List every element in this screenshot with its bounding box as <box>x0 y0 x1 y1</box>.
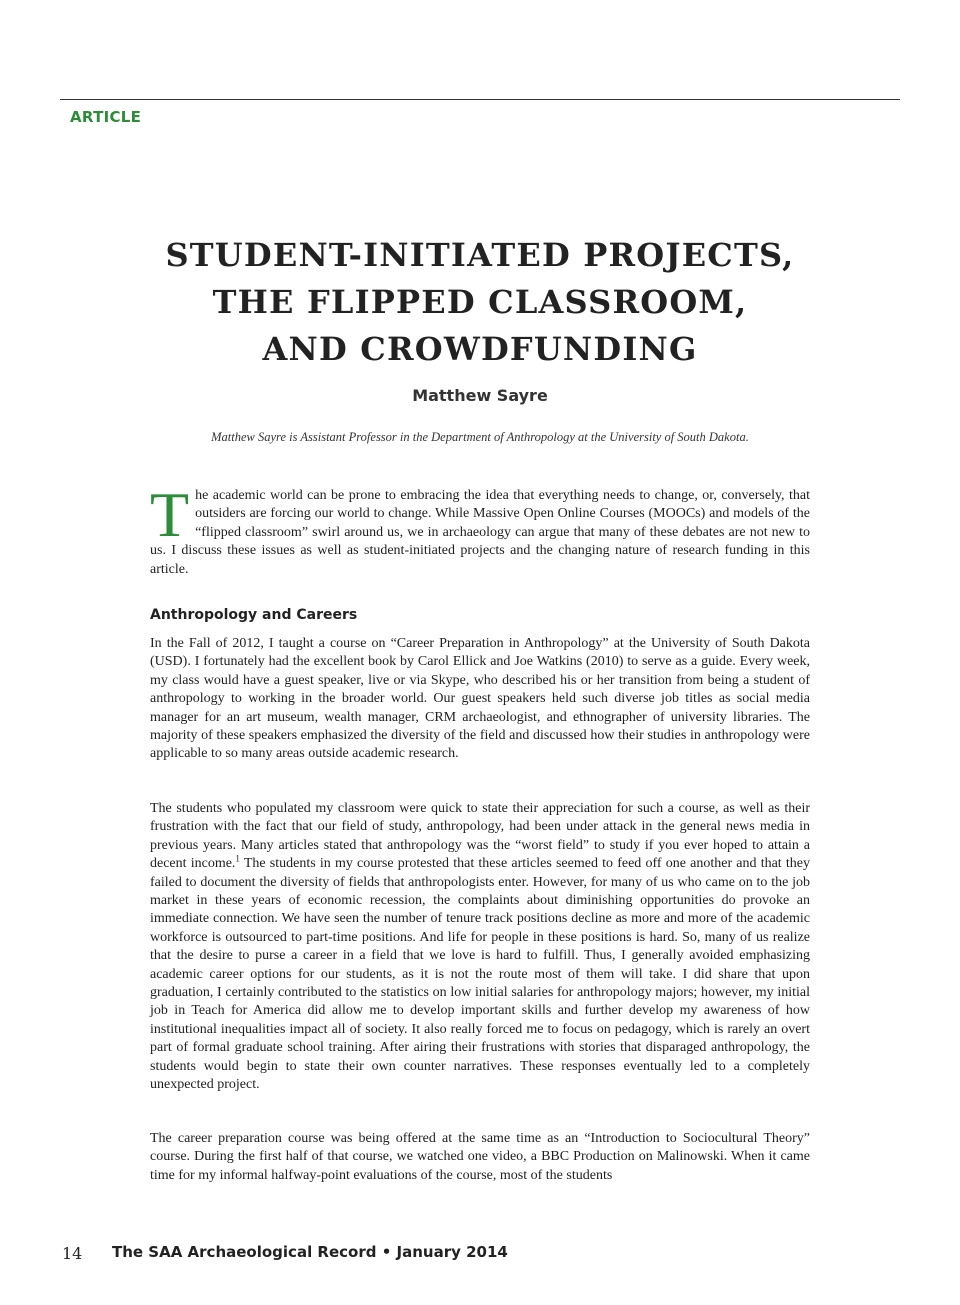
body-paragraph-1 <box>150 635 810 764</box>
section-heading: Anthropology and Careers <box>150 607 358 623</box>
body-paragraph-2 <box>150 800 810 1095</box>
intro-paragraph <box>150 479 810 579</box>
page-number: 14 <box>62 1244 83 1263</box>
author-bio: Matthew Sayre is Assistant Professor in the Department of Anthropology at the University of South Dakota. <box>211 430 749 444</box>
paragraph-text: The career preparation course was being offered at the same time as an “Introduction to Sociocultural Theory” course. During the first half of that course, we watched one video, a BBC Production on Malinowski. When it came time for my informal halfway-point evaluations of the course, most of the students <box>150 1131 810 1183</box>
paragraph-text-part: The students in my course protested that these articles seemed to feed off one another and that they failed to document the diversity of fields that anthropologists enter. However, for many of us who came on to the job market in these years of economic recession, the complaints about diminishing opportunities do provoke an immediate connection. We have seen the number of tenure track positions decline as more and more of the academic workforce is outsourced to part-time positions. And life for people in these positions is hard. So, many of us realize that the desire to purse a career in a field that we love is hard to fulfill. Thus, I generally avoided emphasizing academic career options for our students, as it is not the route most of them will take. I did share that upon graduation, I certainly contributed to the statistics on low initial salaries for anthropology majors; however, my initial job in Teach for America did allow me to develop important skills and further develop my awareness of how institutional inequalities impact all of society. It also really forced me to focus on pedagogy, which is rarely an overt part of formal graduate school training. After airing their frustrations with stories that disparaged anthropology, the students would begin to state their own counter narratives. These responses eventually led to a completely unexpected project. <box>150 856 810 1093</box>
paragraph-text: In the Fall of 2012, I taught a course on “Career Preparation in Anthropology” at the University of South Dakota (USD). I fortunately had the excellent book by Carol Ellick and Joe Watkins (2010) to serve as a guide. Every week, my class would have a guest speaker, live or via Skype, who described his or her transition from being a student of anthropology to working in the broader world. Our guest speakers held such diverse job titles as social media manager for an art museum, wealth manager, CRM archaeologist, and ethnographer of university libraries. The majority of these speakers emphasized the diversity of the field and discussed how their studies in anthropology were applicable to so many areas outside academic research. <box>150 636 810 762</box>
top-rule <box>60 99 900 100</box>
journal-footer: The SAA Archaeological Record • January 2014 <box>112 1243 508 1261</box>
title-line: THE FLIPPED CLASSROOM, <box>212 283 748 321</box>
title-line: AND CROWDFUNDING <box>262 330 698 368</box>
footnote-marker: 1 <box>235 853 240 864</box>
drop-cap: T <box>150 479 190 550</box>
body-paragraph-3 <box>150 1130 810 1185</box>
section-label: ARTICLE <box>70 108 142 126</box>
paragraph-text-part: The students who populated my classroom were quick to state their appreciation for such a course, as well as their frustration with the fact that our field of study, anthropology, had been under attack in the general news media in previous years. Many articles stated that anthropology was the “worst field” to study if you ever hoped to attain a decent income. <box>150 801 810 872</box>
title-line: STUDENT-INITIATED PROJECTS, <box>165 236 795 274</box>
paragraph-text <box>150 800 810 1095</box>
author-name: Matthew Sayre <box>412 386 548 405</box>
intro-text: he academic world can be prone to embracing the idea that everything needs to change, or, conversely, that outsiders are forcing our world to change. While Massive Open Online Courses (MOOCs) and models of the “flipped classroom” swirl around us, we in archaeology can argue that many of these debates are not new to us. I discuss these issues as well as student-initiated projects and the changing nature of research funding in this article. <box>150 488 810 577</box>
article-title <box>150 232 810 373</box>
